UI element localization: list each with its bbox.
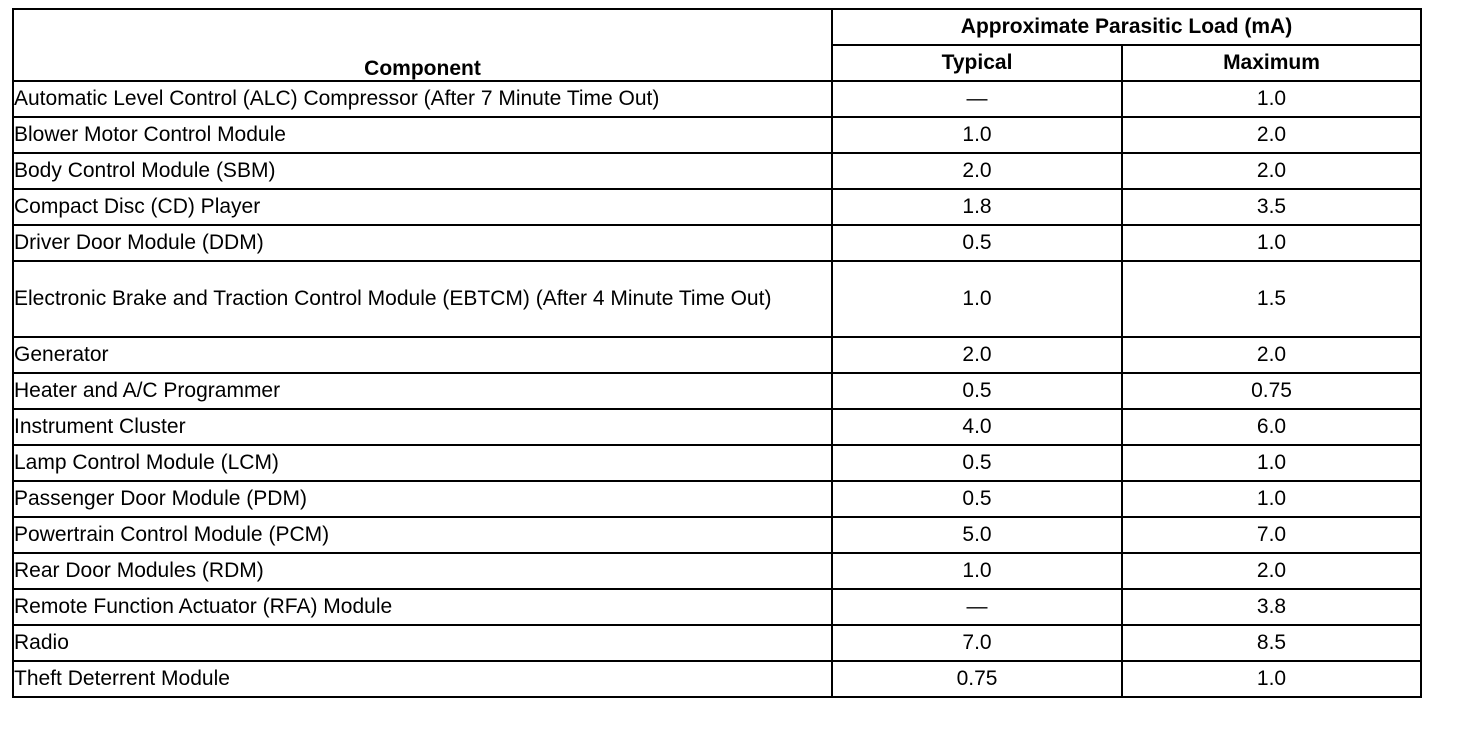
typical-cell: 2.0	[832, 337, 1122, 373]
component-cell: Instrument Cluster	[13, 409, 832, 445]
typical-cell: —	[832, 589, 1122, 625]
component-cell: Blower Motor Control Module	[13, 117, 832, 153]
component-cell: Automatic Level Control (ALC) Compressor (After 7 Minute Time Out)	[13, 81, 832, 117]
table-row	[13, 517, 1421, 553]
table-row	[13, 261, 1421, 337]
table-row	[13, 661, 1421, 697]
header-row-group	[13, 9, 1421, 45]
typical-cell: 0.5	[832, 481, 1122, 517]
table-row	[13, 589, 1421, 625]
table-row	[13, 153, 1421, 189]
typical-cell: 1.0	[832, 553, 1122, 589]
component-column-header: Component	[13, 9, 832, 81]
component-cell: Body Control Module (SBM)	[13, 153, 832, 189]
typical-cell: 2.0	[832, 153, 1122, 189]
typical-cell: —	[832, 81, 1122, 117]
component-cell: Driver Door Module (DDM)	[13, 225, 832, 261]
component-cell: Electronic Brake and Traction Control Module (EBTCM) (After 4 Minute Time Out)	[13, 261, 832, 337]
typical-cell: 0.5	[832, 225, 1122, 261]
typical-cell: 7.0	[832, 625, 1122, 661]
component-cell: Theft Deterrent Module	[13, 661, 832, 697]
component-cell: Generator	[13, 337, 832, 373]
component-cell: Passenger Door Module (PDM)	[13, 481, 832, 517]
table-row	[13, 189, 1421, 225]
maximum-cell: 6.0	[1122, 409, 1421, 445]
maximum-cell: 0.75	[1122, 373, 1421, 409]
typical-column-header: Typical	[832, 45, 1122, 81]
component-cell: Heater and A/C Programmer	[13, 373, 832, 409]
maximum-cell: 1.0	[1122, 225, 1421, 261]
typical-cell: 5.0	[832, 517, 1122, 553]
component-cell: Radio	[13, 625, 832, 661]
table-row	[13, 445, 1421, 481]
table-row	[13, 117, 1421, 153]
component-cell: Compact Disc (CD) Player	[13, 189, 832, 225]
parasitic-load-group-header: Approximate Parasitic Load (mA)	[832, 9, 1421, 45]
typical-cell: 0.5	[832, 373, 1122, 409]
component-cell: Lamp Control Module (LCM)	[13, 445, 832, 481]
typical-cell: 0.5	[832, 445, 1122, 481]
maximum-cell: 1.0	[1122, 81, 1421, 117]
table-row	[13, 225, 1421, 261]
maximum-cell: 8.5	[1122, 625, 1421, 661]
table-row	[13, 409, 1421, 445]
component-cell: Powertrain Control Module (PCM)	[13, 517, 832, 553]
maximum-cell: 1.5	[1122, 261, 1421, 337]
typical-cell: 1.0	[832, 261, 1122, 337]
typical-cell: 1.8	[832, 189, 1122, 225]
maximum-cell: 3.8	[1122, 589, 1421, 625]
maximum-cell: 2.0	[1122, 337, 1421, 373]
table-row	[13, 553, 1421, 589]
maximum-column-header: Maximum	[1122, 45, 1421, 81]
typical-cell: 1.0	[832, 117, 1122, 153]
maximum-cell: 1.0	[1122, 481, 1421, 517]
typical-cell: 0.75	[832, 661, 1122, 697]
maximum-cell: 2.0	[1122, 553, 1421, 589]
parasitic-load-table	[12, 8, 1422, 698]
table-row	[13, 625, 1421, 661]
component-cell: Remote Function Actuator (RFA) Module	[13, 589, 832, 625]
table-row	[13, 481, 1421, 517]
table-row	[13, 373, 1421, 409]
table-row	[13, 337, 1421, 373]
table-row	[13, 81, 1421, 117]
maximum-cell: 1.0	[1122, 661, 1421, 697]
component-cell: Rear Door Modules (RDM)	[13, 553, 832, 589]
maximum-cell: 2.0	[1122, 117, 1421, 153]
typical-cell: 4.0	[832, 409, 1122, 445]
maximum-cell: 3.5	[1122, 189, 1421, 225]
maximum-cell: 2.0	[1122, 153, 1421, 189]
maximum-cell: 7.0	[1122, 517, 1421, 553]
maximum-cell: 1.0	[1122, 445, 1421, 481]
